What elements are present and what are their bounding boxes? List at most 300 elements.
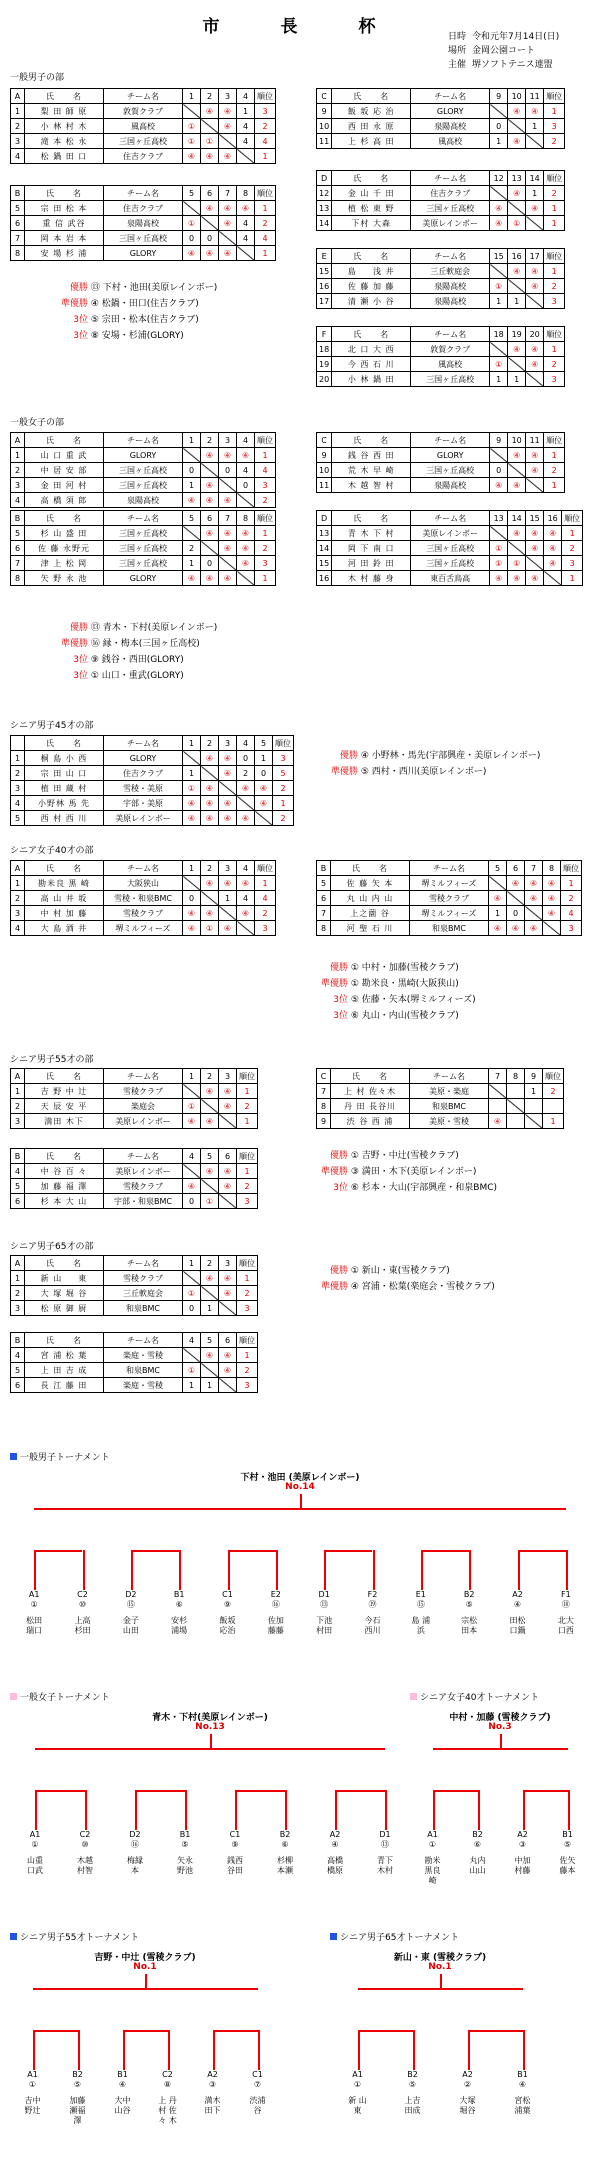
score-cell (508, 201, 526, 216)
score-cell (525, 1114, 543, 1129)
table-row (11, 119, 276, 134)
player-no: 15 (317, 264, 332, 279)
slot-code: E2 (270, 1590, 281, 1599)
player-no: 18 (317, 342, 332, 357)
rank-cell: 3 (561, 921, 582, 936)
score-cell: 1 (490, 294, 508, 309)
bracket-leg (78, 2030, 80, 2070)
bracket-final (34, 1508, 566, 1510)
player-names: 松 原 御 厨 (25, 1301, 104, 1316)
team-name: 和泉BMC (410, 921, 489, 936)
score-cell: ① (183, 216, 201, 231)
player-no: 17 (317, 294, 332, 309)
bracket-leg (566, 1550, 568, 1590)
score-cell: ④ (183, 1114, 201, 1129)
team-header: チーム名 (104, 1069, 183, 1084)
name-header: 氏 名 (25, 861, 104, 876)
results-sw40 (290, 960, 476, 1024)
player-names: 渋 谷 西 浦 (331, 1114, 410, 1129)
slot-code: B2 (463, 1590, 475, 1599)
score-cell: 0 (183, 1301, 201, 1316)
team-name: 三国ヶ丘高校 (411, 201, 490, 216)
result-line (290, 960, 476, 976)
table-row (317, 104, 565, 119)
league-table-mB (10, 185, 276, 261)
table-row (11, 1114, 258, 1129)
team-name: 泉陽高校 (104, 493, 183, 508)
bracket-final (35, 1748, 385, 1750)
rank-cell: 1 (237, 1271, 258, 1286)
score-cell: ④ (201, 751, 219, 766)
rank-cell: 3 (562, 556, 583, 571)
table-row (317, 119, 565, 134)
player-no: 1 (11, 751, 25, 766)
score-cell (489, 1084, 507, 1099)
score-cell: 4 (237, 216, 255, 231)
table-header (317, 433, 565, 448)
score-cell: ④ (201, 906, 219, 921)
bracket-join (228, 1550, 276, 1552)
bracket-final (33, 1988, 258, 1990)
player-names: 下村 大森 (332, 216, 411, 231)
slot-code: C2 (77, 1590, 88, 1599)
col-header: 9 (490, 433, 508, 448)
team-header: チーム名 (104, 861, 183, 876)
rank-cell: 4 (561, 906, 582, 921)
player-names: 山 口 重 武 (25, 448, 104, 463)
bracket-slot (118, 1590, 144, 1636)
col-header: 16 (544, 511, 562, 526)
score-cell: ④ (219, 1099, 237, 1114)
score-cell (201, 1099, 219, 1114)
score-cell (508, 279, 526, 294)
score-cell: ④ (201, 571, 219, 586)
score-cell: ④ (219, 149, 237, 164)
col-header: 3 (219, 1256, 237, 1271)
result-line (30, 636, 217, 652)
team-header: チーム名 (104, 511, 183, 526)
score-cell (507, 1084, 525, 1099)
player-no: 6 (11, 216, 25, 231)
bracket-slot (122, 1830, 148, 1876)
slot-code: A2 (512, 1590, 523, 1599)
score-cell: ④ (219, 104, 237, 119)
score-cell (183, 104, 201, 119)
bracket-slot (345, 2070, 371, 2116)
col-header: 2 (201, 433, 219, 448)
rank-cell: 1 (237, 1164, 258, 1179)
slot-code: A1 (27, 2070, 38, 2079)
score-cell: 1 (219, 891, 237, 906)
bracket-slot (22, 1830, 48, 1876)
player-no: 16 (317, 279, 332, 294)
bracket-join (131, 1550, 179, 1552)
player-no: 4 (11, 921, 25, 936)
bracket-leg (131, 1550, 133, 1590)
bracket-label-s65 (330, 1930, 459, 1943)
table-header (317, 1069, 564, 1084)
name-header: 氏 名 (25, 736, 104, 751)
slot-code: C1 (252, 2070, 263, 2079)
group-letter: B (317, 861, 331, 876)
score-cell (237, 796, 255, 811)
table-header (11, 433, 276, 448)
team-name: 堺ミルフィーズ (104, 921, 183, 936)
score-cell: ④ (237, 781, 255, 796)
slot-names: 加藤 瀬福 澤 (69, 2096, 86, 2125)
info-row (448, 44, 559, 58)
player-no: 7 (11, 556, 25, 571)
group-letter: C (317, 433, 332, 448)
score-cell: ④ (219, 448, 237, 463)
slot-no: ⑤ (465, 1600, 473, 1609)
result-line (300, 748, 540, 764)
team-name: 風高校 (104, 119, 183, 134)
score-cell: 0 (490, 119, 508, 134)
league-table-mA (10, 88, 276, 164)
score-cell: ④ (526, 279, 544, 294)
slot-names: 梅縁 本 (127, 1856, 143, 1875)
result-line (290, 976, 476, 992)
bracket-title: シニア女子40才トーナメント (420, 1693, 540, 1703)
rank-cell: 4 (255, 231, 276, 246)
score-cell (201, 766, 219, 781)
name-header: 氏 名 (25, 89, 104, 104)
player-names: 梨 田 師 原 (25, 104, 104, 119)
player-names: 小 林 鍋 田 (332, 372, 411, 387)
result-line (290, 1164, 497, 1180)
bracket-leg (258, 2030, 260, 2070)
team-name: 楽庭・雪稜 (104, 1378, 183, 1393)
score-cell: ④ (526, 448, 544, 463)
results-s65 (290, 1263, 495, 1295)
result-label: 準優勝 (320, 979, 348, 989)
score-cell (507, 1099, 525, 1114)
slot-names: 今石 西川 (364, 1616, 381, 1635)
bracket-leg (433, 1790, 435, 1830)
bracket-leg (324, 1550, 326, 1590)
bracket-slot (465, 1830, 491, 1876)
bracket-join (324, 1550, 372, 1552)
player-names: 佐 藤 加 藤 (332, 279, 411, 294)
result-text: ③ 満田・木下(美原レインボー) (348, 1167, 477, 1177)
col-header: 11 (526, 433, 544, 448)
slot-names: 丸内 山山 (469, 1856, 486, 1875)
score-cell (508, 119, 526, 134)
player-no: 2 (11, 891, 25, 906)
group-letter: E (317, 249, 332, 264)
event-info (448, 30, 559, 72)
team-name: 大阪狭山 (104, 876, 183, 891)
result-text: ① 新山・東(雪稜クラブ) (348, 1266, 450, 1276)
rank-cell: 1 (562, 526, 583, 541)
player-no: 6 (317, 891, 331, 906)
rank-cell: 3 (237, 1194, 258, 1209)
score-cell: 0 (237, 751, 255, 766)
slot-names: 大塚 堀谷 (459, 2096, 476, 2115)
name-header: 氏 名 (25, 511, 104, 526)
score-cell: ④ (543, 906, 561, 921)
table-row (11, 526, 276, 541)
score-cell: ④ (508, 104, 526, 119)
col-header: 4 (183, 1149, 201, 1164)
bracket-join (135, 1790, 185, 1792)
table-row (11, 1363, 258, 1378)
score-cell: ④ (508, 571, 526, 586)
team-name: 泉陽高校 (411, 478, 490, 493)
player-names: 大 島 酒 井 (25, 921, 104, 936)
score-cell (183, 1348, 201, 1363)
rank-header: 順位 (237, 1149, 258, 1164)
player-no: 5 (11, 526, 25, 541)
player-no: 9 (317, 448, 332, 463)
player-no: 9 (317, 104, 332, 119)
score-cell: 2 (237, 766, 255, 781)
score-cell: ④ (544, 526, 562, 541)
group-letter: B (11, 511, 25, 526)
score-cell: ④ (219, 1084, 237, 1099)
score-cell (219, 906, 237, 921)
rank-header: 順位 (255, 186, 276, 201)
col-header: 2 (201, 1256, 219, 1271)
score-cell: ④ (201, 448, 219, 463)
score-cell: ④ (201, 246, 219, 261)
player-no: 3 (11, 1301, 25, 1316)
team-name: 三国ヶ丘高校 (411, 463, 490, 478)
name-header: 氏 名 (332, 511, 411, 526)
result-line (290, 992, 476, 1008)
rank-cell: 1 (544, 216, 565, 231)
result-text: ⑨ 銭谷・西田(GLORY) (88, 655, 184, 665)
result-label: 優勝 (329, 1151, 348, 1161)
score-cell: ④ (219, 796, 237, 811)
bracket-slot (222, 1830, 248, 1876)
player-no: 5 (317, 876, 331, 891)
col-header: 4 (237, 736, 255, 751)
rank-cell: 1 (237, 1114, 258, 1129)
col-header: 1 (183, 861, 201, 876)
col-header: 12 (490, 171, 508, 186)
score-cell (183, 201, 201, 216)
bracket-number: No.1 (133, 1962, 157, 1972)
col-header: 15 (526, 511, 544, 526)
score-cell: ④ (237, 201, 255, 216)
col-header: 8 (237, 511, 255, 526)
table-header (11, 1333, 258, 1348)
slot-names: 宗松 田本 (461, 1616, 478, 1635)
bracket-join (421, 1550, 469, 1552)
score-cell: ④ (201, 149, 219, 164)
player-no: 8 (11, 571, 25, 586)
score-cell (490, 526, 508, 541)
bracket-slot (272, 1830, 298, 1876)
table-row (317, 921, 582, 936)
result-line (290, 1180, 497, 1196)
slot-code: A1 (352, 2070, 363, 2079)
slot-code: B2 (279, 1830, 291, 1839)
score-cell (544, 571, 562, 586)
result-text: ⑯ 縁・梅本(三国ヶ丘高校) (88, 639, 200, 649)
score-cell: 0 (201, 556, 219, 571)
bracket-slot (70, 1590, 96, 1636)
score-cell (489, 876, 507, 891)
player-names: 安 場 杉 浦 (25, 246, 104, 261)
info-key: 場所 (448, 46, 467, 56)
player-names: 中 村 加 藤 (25, 906, 104, 921)
group-letter: B (11, 186, 25, 201)
info-value: 令和元年7月14日(日) (472, 32, 560, 42)
slot-names: 勘米 黒良 崎 (424, 1856, 441, 1885)
team-name: 風高校 (411, 357, 490, 372)
col-header: 3 (219, 736, 237, 751)
player-names: 西 田 永 原 (332, 119, 411, 134)
score-cell: ④ (237, 541, 255, 556)
name-header: 氏 名 (25, 1149, 104, 1164)
score-cell (525, 1099, 543, 1114)
table-row (11, 478, 276, 493)
result-label: 3位 (73, 331, 88, 341)
result-label: 3位 (73, 315, 88, 325)
score-cell: ④ (489, 891, 507, 906)
info-row (448, 58, 559, 72)
score-cell (183, 876, 201, 891)
slot-names: 高橋 橋原 (327, 1856, 343, 1875)
rank-cell: 1 (544, 342, 565, 357)
bracket-slot (372, 1830, 398, 1876)
score-cell: ④ (219, 921, 237, 936)
result-line (30, 280, 217, 296)
score-cell: ④ (201, 201, 219, 216)
slot-no: ② (463, 2080, 472, 2089)
team-name: 泉陽高校 (411, 119, 490, 134)
results-women (30, 620, 217, 684)
name-header: 氏 名 (25, 186, 104, 201)
player-names: 植 松 東 野 (332, 201, 411, 216)
table-row (317, 342, 565, 357)
score-cell (219, 478, 237, 493)
score-cell: ④ (219, 1348, 237, 1363)
team-header: チーム名 (410, 1069, 489, 1084)
rank-cell: 1 (255, 246, 276, 261)
score-cell (201, 541, 219, 556)
bracket-slot (322, 1830, 348, 1876)
bracket-stem (210, 1734, 212, 1748)
result-label: 優勝 (339, 751, 358, 761)
bracket-title: シニア男子55才トーナメント (20, 1933, 140, 1943)
score-cell: ④ (219, 216, 237, 231)
slot-names: 大中 山谷 (114, 2096, 131, 2115)
slot-no: ③ (518, 1840, 527, 1849)
score-cell (237, 571, 255, 586)
score-cell: ④ (543, 876, 561, 891)
rank-header: 順位 (237, 1069, 258, 1084)
rank-cell: 5 (273, 766, 294, 781)
table-row (11, 246, 276, 261)
player-names: 中 谷 百 々 (25, 1164, 104, 1179)
score-cell: 4 (237, 891, 255, 906)
score-cell: ④ (219, 201, 237, 216)
score-cell: ① (201, 134, 219, 149)
rank-cell: 1 (255, 201, 276, 216)
table-row (11, 134, 276, 149)
team-name: 三国ヶ丘高校 (411, 372, 490, 387)
name-header: 氏 名 (332, 433, 411, 448)
rank-cell: 3 (255, 104, 276, 119)
table-row (317, 357, 565, 372)
team-name: GLORY (104, 751, 183, 766)
bracket-leg (33, 2030, 35, 2070)
rank-header: 順位 (561, 861, 582, 876)
player-names: 清 瀬 小 谷 (332, 294, 411, 309)
slot-no: ① (428, 1840, 437, 1849)
group-letter: F (317, 327, 332, 342)
player-no: 11 (317, 134, 332, 149)
bracket-winner: 新山・東 (雪稜クラブ) (393, 1953, 487, 1963)
group-letter: C (317, 89, 332, 104)
col-header: 20 (526, 327, 544, 342)
bracket-winner: 中村・加藤 (雪稜クラブ) (449, 1713, 551, 1723)
player-no: 5 (11, 811, 25, 826)
team-name: 美原レインボー (411, 526, 490, 541)
player-no: 4 (11, 1164, 25, 1179)
score-cell: ④ (219, 1271, 237, 1286)
league-table-s65B (10, 1332, 258, 1393)
score-cell: ④ (183, 811, 201, 826)
score-cell: ④ (219, 1286, 237, 1301)
player-names: 飯 坂 応 治 (332, 104, 411, 119)
score-cell: ④ (201, 1348, 219, 1363)
slot-no: ⑮ (126, 1600, 135, 1609)
bracket-slot (263, 1590, 289, 1636)
player-no: 8 (11, 246, 25, 261)
player-names: 上之薗 谷 (331, 906, 410, 921)
team-header: チーム名 (104, 1149, 183, 1164)
player-no: 12 (317, 186, 332, 201)
table-row (11, 448, 276, 463)
col-header: 3 (219, 1069, 237, 1084)
score-cell: ④ (219, 526, 237, 541)
slot-code: A2 (462, 2070, 473, 2079)
bracket-leg (385, 1790, 387, 1830)
score-cell: ① (183, 1363, 201, 1378)
bracket-leg (85, 1790, 87, 1830)
slot-no: ⑥ (281, 1840, 289, 1849)
player-no: 2 (11, 1286, 25, 1301)
player-no: 4 (11, 149, 25, 164)
league-table-mC (316, 88, 565, 149)
score-cell: ④ (508, 264, 526, 279)
table-row (11, 201, 276, 216)
results-s55 (290, 1148, 497, 1196)
score-cell (183, 448, 201, 463)
score-cell: ① (490, 279, 508, 294)
rank-header: 順位 (544, 89, 565, 104)
table-header (317, 171, 565, 186)
team-name: 三国ヶ丘高校 (104, 556, 183, 571)
col-header: 11 (526, 89, 544, 104)
score-cell (237, 149, 255, 164)
bracket-join (358, 2030, 413, 2032)
slot-names: 佐矢 藤本 (559, 1856, 576, 1875)
score-cell: 0 (507, 906, 525, 921)
col-header: 1 (183, 1069, 201, 1084)
player-names: 島 浅 井 (332, 264, 411, 279)
player-no: 3 (11, 906, 25, 921)
team-header: チーム名 (411, 327, 490, 342)
team-name: 和泉BMC (410, 1099, 489, 1114)
col-header: 3 (219, 89, 237, 104)
player-names: 岡 下 南 口 (332, 541, 411, 556)
